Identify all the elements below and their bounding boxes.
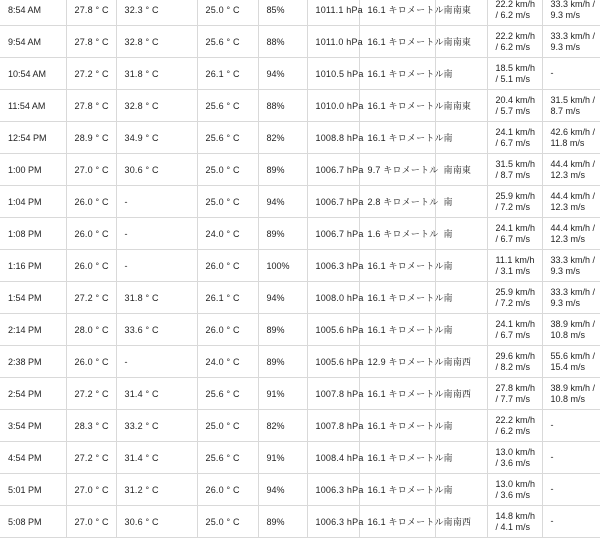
wind-speed-kmh: 29.6 km/h (495, 350, 536, 361)
wind-speed-kmh: 22.2 km/h (495, 0, 536, 9)
wind-direction-cell: 南 (435, 442, 487, 474)
wind-speed-ms: / 8.2 m/s (495, 361, 531, 372)
feels-like-cell: 31.4 ° C (116, 442, 197, 474)
gust-speed-ms: 15.4 m/s (550, 361, 586, 372)
gust-speed-kmh: 44.4 km/h / (550, 222, 596, 233)
wind-speed-ms: / 6.2 m/s (495, 425, 531, 436)
feels-like-cell: 31.8 ° C (116, 58, 197, 90)
wind-direction-cell: 南 (435, 58, 487, 90)
wind-direction-cell: 南 (435, 122, 487, 154)
wind-speed-kmh: 20.4 km/h (495, 94, 536, 105)
wind-direction-cell: 南南西 (435, 506, 487, 538)
gust-speed-cell (542, 410, 600, 442)
humidity-cell: 91% (258, 442, 307, 474)
temperature-cell: 27.8 ° C (66, 0, 116, 26)
table-row (0, 506, 600, 538)
humidity-cell: 94% (258, 474, 307, 506)
gust-speed-ms: 10.8 m/s (550, 329, 586, 340)
gust-speed-cell (542, 250, 600, 282)
wind-speed-ms: / 4.1 m/s (495, 521, 531, 532)
gust-speed-ms: 9.3 m/s (550, 9, 581, 20)
wind-speed-cell (487, 26, 542, 58)
gust-speed-ms: 9.3 m/s (550, 265, 581, 276)
dew-point-cell: 26.1 ° C (197, 282, 258, 314)
gust-speed-cell (542, 26, 600, 58)
gust-speed-cell (542, 218, 600, 250)
dew-point-cell: 24.0 ° C (197, 218, 258, 250)
gust-speed-kmh: - (550, 452, 554, 462)
table-row (0, 90, 600, 122)
gust-speed-ms: 12.3 m/s (550, 233, 586, 244)
visibility-cell: 16.1 キロメートル (359, 90, 435, 122)
wind-speed-ms: / 6.2 m/s (495, 9, 531, 20)
wind-direction-cell: 南南東 (435, 154, 487, 186)
dew-point-cell: 25.0 ° C (197, 506, 258, 538)
gust-speed-ms: 9.3 m/s (550, 297, 581, 308)
feels-like-cell: 32.8 ° C (116, 26, 197, 58)
humidity-cell: 100% (258, 250, 307, 282)
visibility-cell: 16.1 キロメートル (359, 250, 435, 282)
time-cell: 12:54 PM (0, 122, 66, 154)
temperature-cell: 27.8 ° C (66, 90, 116, 122)
gust-speed-kmh: 31.5 km/h / (550, 94, 596, 105)
pressure-cell: 1006.3 hPa (307, 250, 359, 282)
humidity-cell: 88% (258, 90, 307, 122)
pressure-cell: 1006.3 hPa (307, 474, 359, 506)
pressure-cell: 1010.5 hPa (307, 58, 359, 90)
gust-speed-kmh: 33.3 km/h / (550, 30, 596, 41)
feels-like-cell: 32.3 ° C (116, 0, 197, 26)
feels-like-cell: 31.2 ° C (116, 474, 197, 506)
gust-speed-cell (542, 442, 600, 474)
wind-speed-cell (487, 314, 542, 346)
feels-like-cell: 30.6 ° C (116, 154, 197, 186)
table-row (0, 0, 600, 26)
wind-speed-ms: / 6.2 m/s (495, 41, 531, 52)
time-cell: 8:54 AM (0, 0, 66, 26)
temperature-cell: 26.0 ° C (66, 250, 116, 282)
wind-speed-ms: / 3.6 m/s (495, 489, 531, 500)
time-cell: 3:54 PM (0, 410, 66, 442)
pressure-cell: 1005.6 hPa (307, 346, 359, 378)
wind-direction-cell: 南南東 (435, 0, 487, 26)
feels-like-cell: 33.6 ° C (116, 314, 197, 346)
wind-speed-kmh: 24.1 km/h (495, 222, 536, 233)
gust-speed-kmh: 44.4 km/h / (550, 158, 596, 169)
gust-speed-kmh: 33.3 km/h / (550, 0, 596, 9)
dew-point-cell: 25.6 ° C (197, 378, 258, 410)
time-cell: 1:00 PM (0, 154, 66, 186)
table-row (0, 250, 600, 282)
table-row (0, 186, 600, 218)
dew-point-cell: 26.0 ° C (197, 474, 258, 506)
gust-speed-cell (542, 282, 600, 314)
pressure-cell: 1007.8 hPa (307, 410, 359, 442)
table-row (0, 282, 600, 314)
temperature-cell: 28.9 ° C (66, 122, 116, 154)
feels-like-cell: 30.6 ° C (116, 506, 197, 538)
table-row (0, 122, 600, 154)
humidity-cell: 89% (258, 346, 307, 378)
gust-speed-cell (542, 378, 600, 410)
table-row (0, 378, 600, 410)
wind-speed-ms: / 3.1 m/s (495, 265, 531, 276)
table-row (0, 346, 600, 378)
wind-speed-ms: / 3.6 m/s (495, 457, 531, 468)
humidity-cell: 85% (258, 0, 307, 26)
wind-direction-cell: 南 (435, 410, 487, 442)
wind-direction-cell: 南 (435, 314, 487, 346)
wind-direction-cell: 南 (435, 218, 487, 250)
table-row (0, 218, 600, 250)
temperature-cell: 27.0 ° C (66, 506, 116, 538)
humidity-cell: 91% (258, 378, 307, 410)
dew-point-cell: 25.6 ° C (197, 26, 258, 58)
wind-speed-kmh: 13.0 km/h (495, 478, 536, 489)
wind-speed-cell (487, 154, 542, 186)
pressure-cell: 1006.7 hPa (307, 154, 359, 186)
visibility-cell: 16.1 キロメートル (359, 282, 435, 314)
wind-speed-cell (487, 218, 542, 250)
humidity-cell: 94% (258, 58, 307, 90)
gust-speed-cell (542, 0, 600, 26)
time-cell: 10:54 AM (0, 58, 66, 90)
humidity-cell: 94% (258, 186, 307, 218)
wind-speed-cell (487, 122, 542, 154)
time-cell: 5:08 PM (0, 506, 66, 538)
wind-speed-kmh: 22.2 km/h (495, 30, 536, 41)
gust-speed-kmh: - (550, 516, 554, 526)
dew-point-cell: 26.0 ° C (197, 250, 258, 282)
temperature-cell: 27.8 ° C (66, 26, 116, 58)
humidity-cell: 88% (258, 26, 307, 58)
time-cell: 1:04 PM (0, 186, 66, 218)
wind-speed-cell (487, 474, 542, 506)
gust-speed-cell (542, 506, 600, 538)
wind-speed-ms: / 6.7 m/s (495, 233, 531, 244)
wind-speed-cell (487, 378, 542, 410)
wind-speed-cell (487, 346, 542, 378)
temperature-cell: 27.2 ° C (66, 442, 116, 474)
pressure-cell: 1006.3 hPa (307, 506, 359, 538)
time-cell: 1:54 PM (0, 282, 66, 314)
dew-point-cell: 24.0 ° C (197, 346, 258, 378)
dew-point-cell: 25.6 ° C (197, 442, 258, 474)
wind-speed-ms: / 6.7 m/s (495, 137, 531, 148)
wind-direction-cell: 南南西 (435, 378, 487, 410)
feels-like-cell: - (116, 250, 197, 282)
wind-speed-kmh: 13.0 km/h (495, 446, 536, 457)
wind-speed-ms: / 7.2 m/s (495, 297, 531, 308)
humidity-cell: 89% (258, 506, 307, 538)
table-row (0, 154, 600, 186)
gust-speed-ms: 9.3 m/s (550, 41, 581, 52)
gust-speed-kmh: - (550, 420, 554, 430)
pressure-cell: 1006.7 hPa (307, 218, 359, 250)
wind-speed-kmh: 25.9 km/h (495, 190, 536, 201)
wind-speed-kmh: 11.1 km/h (495, 254, 535, 265)
temperature-cell: 28.0 ° C (66, 314, 116, 346)
gust-speed-kmh: 33.3 km/h / (550, 254, 596, 265)
gust-speed-cell (542, 474, 600, 506)
wind-speed-cell (487, 282, 542, 314)
pressure-cell: 1008.4 hPa (307, 442, 359, 474)
gust-speed-ms: 12.3 m/s (550, 169, 586, 180)
gust-speed-cell (542, 58, 600, 90)
visibility-cell: 16.1 キロメートル (359, 474, 435, 506)
humidity-cell: 82% (258, 122, 307, 154)
gust-speed-kmh: 55.6 km/h / (550, 350, 596, 361)
feels-like-cell: 31.4 ° C (116, 378, 197, 410)
pressure-cell: 1011.1 hPa (307, 0, 359, 26)
visibility-cell: 12.9 キロメートル (359, 346, 435, 378)
wind-speed-kmh: 27.8 km/h (495, 382, 536, 393)
wind-speed-cell (487, 250, 542, 282)
pressure-cell: 1010.0 hPa (307, 90, 359, 122)
wind-speed-kmh: 24.1 km/h (495, 126, 536, 137)
dew-point-cell: 25.0 ° C (197, 410, 258, 442)
table-row (0, 410, 600, 442)
gust-speed-cell (542, 90, 600, 122)
gust-speed-ms: 10.8 m/s (550, 393, 586, 404)
pressure-cell: 1005.6 hPa (307, 314, 359, 346)
visibility-cell: 16.1 キロメートル (359, 122, 435, 154)
time-cell: 5:01 PM (0, 474, 66, 506)
gust-speed-kmh: - (550, 484, 554, 494)
gust-speed-cell (542, 186, 600, 218)
wind-speed-kmh: 22.2 km/h (495, 414, 536, 425)
wind-speed-ms: / 5.1 m/s (495, 73, 531, 84)
wind-speed-cell (487, 0, 542, 26)
gust-speed-kmh: 44.4 km/h / (550, 190, 596, 201)
temperature-cell: 28.3 ° C (66, 410, 116, 442)
temperature-cell: 27.2 ° C (66, 58, 116, 90)
wind-direction-cell: 南 (435, 474, 487, 506)
gust-speed-ms: 11.8 m/s (550, 137, 585, 148)
table-row (0, 442, 600, 474)
visibility-cell: 16.1 キロメートル (359, 378, 435, 410)
wind-direction-cell: 南 (435, 186, 487, 218)
wind-speed-cell (487, 410, 542, 442)
humidity-cell: 89% (258, 314, 307, 346)
gust-speed-cell (542, 122, 600, 154)
visibility-cell: 16.1 キロメートル (359, 58, 435, 90)
feels-like-cell: 31.8 ° C (116, 282, 197, 314)
visibility-cell: 16.1 キロメートル (359, 0, 435, 26)
time-cell: 2:38 PM (0, 346, 66, 378)
dew-point-cell: 26.1 ° C (197, 58, 258, 90)
dew-point-cell: 25.6 ° C (197, 90, 258, 122)
pressure-cell: 1008.0 hPa (307, 282, 359, 314)
temperature-cell: 27.2 ° C (66, 378, 116, 410)
feels-like-cell: 34.9 ° C (116, 122, 197, 154)
feels-like-cell: 32.8 ° C (116, 90, 197, 122)
table-row (0, 58, 600, 90)
gust-speed-ms: 8.7 m/s (550, 105, 581, 116)
wind-speed-ms: / 7.7 m/s (495, 393, 531, 404)
temperature-cell: 27.0 ° C (66, 154, 116, 186)
temperature-cell: 27.2 ° C (66, 282, 116, 314)
wind-speed-cell (487, 442, 542, 474)
temperature-cell: 27.0 ° C (66, 474, 116, 506)
visibility-cell: 2.8 キロメートル (359, 186, 435, 218)
wind-speed-ms: / 7.2 m/s (495, 201, 531, 212)
wind-speed-kmh: 24.1 km/h (495, 318, 536, 329)
temperature-cell: 26.0 ° C (66, 346, 116, 378)
visibility-cell: 16.1 キロメートル (359, 410, 435, 442)
time-cell: 2:14 PM (0, 314, 66, 346)
wind-speed-kmh: 18.5 km/h (495, 62, 536, 73)
dew-point-cell: 25.0 ° C (197, 0, 258, 26)
pressure-cell: 1006.7 hPa (307, 186, 359, 218)
gust-speed-kmh: 33.3 km/h / (550, 286, 596, 297)
humidity-cell: 94% (258, 282, 307, 314)
humidity-cell: 89% (258, 218, 307, 250)
visibility-cell: 1.6 キロメートル (359, 218, 435, 250)
wind-direction-cell: 南 (435, 282, 487, 314)
table-row (0, 26, 600, 58)
table-row (0, 314, 600, 346)
humidity-cell: 89% (258, 154, 307, 186)
gust-speed-kmh: - (550, 68, 554, 78)
gust-speed-kmh: 38.9 km/h / (550, 382, 596, 393)
gust-speed-kmh: 38.9 km/h / (550, 318, 596, 329)
gust-speed-ms: 12.3 m/s (550, 201, 586, 212)
gust-speed-kmh: 42.6 km/h / (550, 126, 596, 137)
wind-speed-cell (487, 506, 542, 538)
visibility-cell: 9.7 キロメートル (359, 154, 435, 186)
pressure-cell: 1007.8 hPa (307, 378, 359, 410)
wind-direction-cell: 南南東 (435, 26, 487, 58)
wind-speed-kmh: 14.8 km/h (495, 510, 536, 521)
visibility-cell: 16.1 キロメートル (359, 26, 435, 58)
pressure-cell: 1008.8 hPa (307, 122, 359, 154)
wind-direction-cell: 南 (435, 250, 487, 282)
wind-speed-ms: / 5.7 m/s (495, 105, 531, 116)
gust-speed-cell (542, 154, 600, 186)
time-cell: 1:08 PM (0, 218, 66, 250)
wind-speed-kmh: 31.5 km/h (495, 158, 536, 169)
visibility-cell: 16.1 キロメートル (359, 506, 435, 538)
dew-point-cell: 26.0 ° C (197, 314, 258, 346)
visibility-cell: 16.1 キロメートル (359, 314, 435, 346)
wind-speed-cell (487, 58, 542, 90)
dew-point-cell: 25.6 ° C (197, 122, 258, 154)
feels-like-cell: - (116, 186, 197, 218)
wind-direction-cell: 南南西 (435, 346, 487, 378)
gust-speed-cell (542, 314, 600, 346)
dew-point-cell: 25.0 ° C (197, 186, 258, 218)
wind-direction-cell: 南南東 (435, 90, 487, 122)
time-cell: 1:16 PM (0, 250, 66, 282)
wind-speed-cell (487, 90, 542, 122)
wind-speed-cell (487, 186, 542, 218)
table-row (0, 474, 600, 506)
time-cell: 9:54 AM (0, 26, 66, 58)
feels-like-cell: 33.2 ° C (116, 410, 197, 442)
dew-point-cell: 25.0 ° C (197, 154, 258, 186)
feels-like-cell: - (116, 218, 197, 250)
visibility-cell: 16.1 キロメートル (359, 442, 435, 474)
pressure-cell: 1011.0 hPa (307, 26, 359, 58)
time-cell: 11:54 AM (0, 90, 66, 122)
wind-speed-ms: / 6.7 m/s (495, 329, 531, 340)
humidity-cell: 82% (258, 410, 307, 442)
feels-like-cell: - (116, 346, 197, 378)
wind-speed-kmh: 25.9 km/h (495, 286, 536, 297)
temperature-cell: 26.0 ° C (66, 218, 116, 250)
temperature-cell: 26.0 ° C (66, 186, 116, 218)
time-cell: 2:54 PM (0, 378, 66, 410)
gust-speed-cell (542, 346, 600, 378)
wind-speed-ms: / 8.7 m/s (495, 169, 531, 180)
time-cell: 4:54 PM (0, 442, 66, 474)
